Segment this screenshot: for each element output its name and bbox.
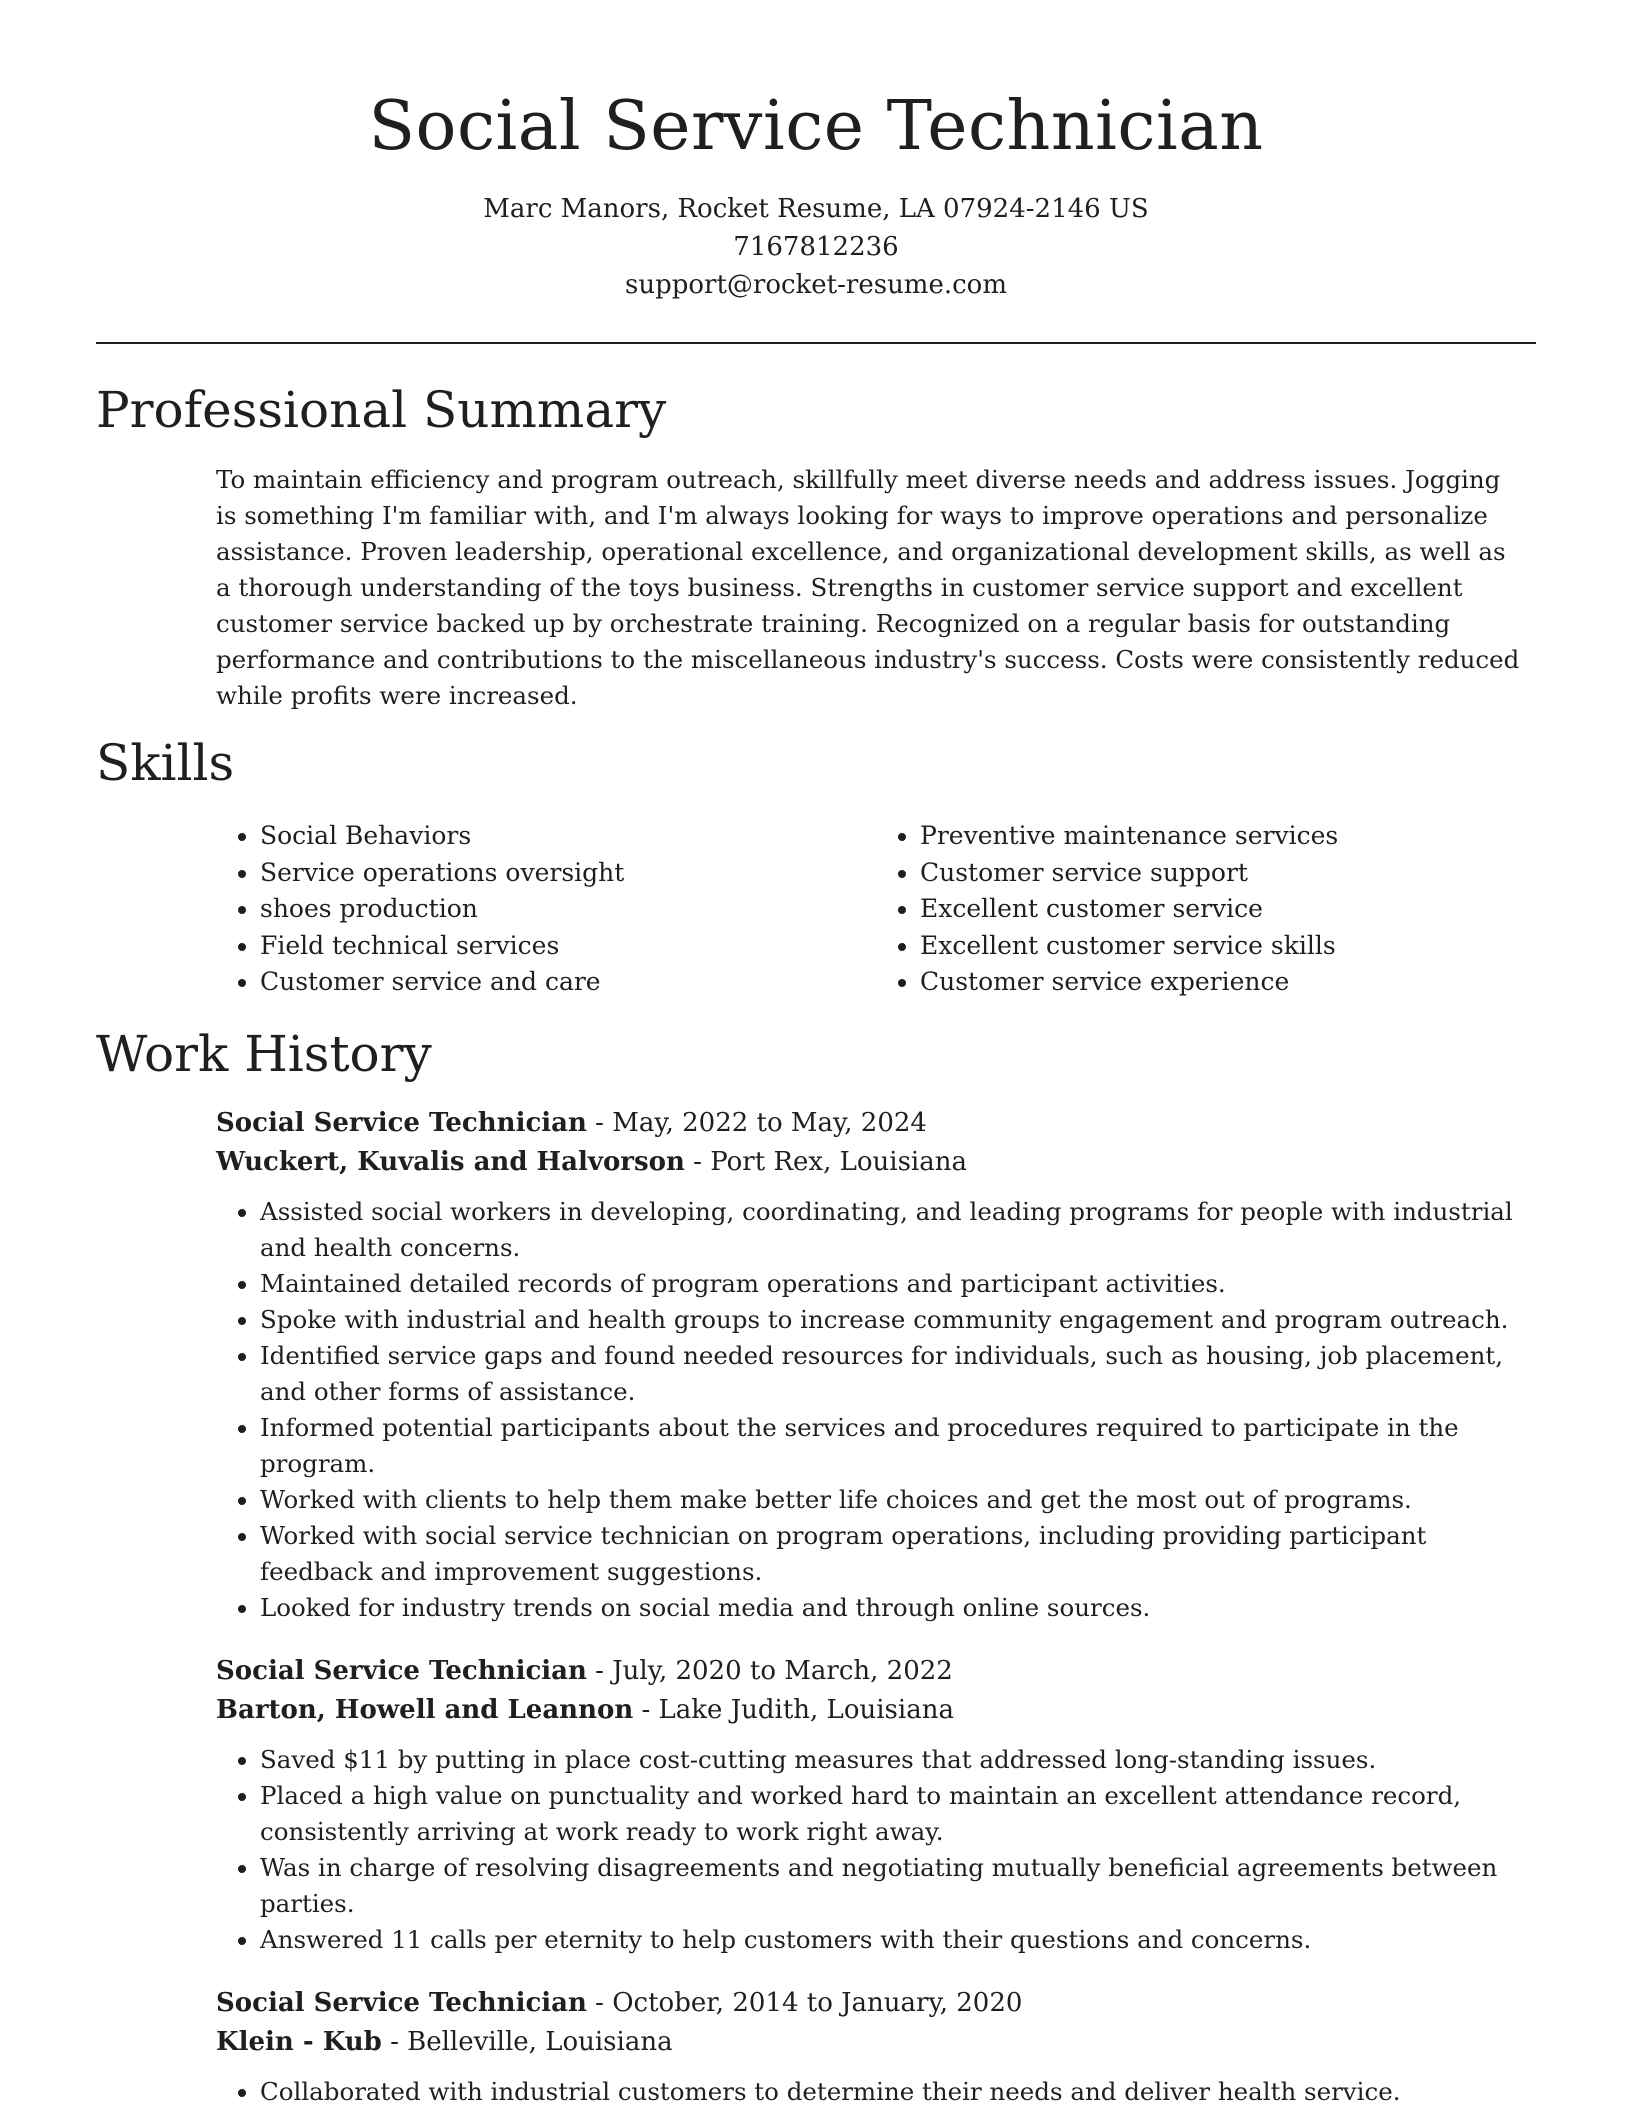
- skills-heading: Skills: [96, 734, 235, 792]
- job-role: Social Service Technician: [216, 1656, 587, 1686]
- job-company: Klein - Kub: [216, 2027, 382, 2057]
- job-title-line: [216, 1652, 1536, 1691]
- job-company: Wuckert, Kuvalis and Halvorson: [216, 1147, 685, 1177]
- skill-item: • Customer service experience: [920, 964, 1536, 1001]
- skill-item: • Social Behaviors: [260, 818, 876, 855]
- job-title-line: [216, 1104, 1536, 1143]
- job-dates: - July, 2020 to March, 2022: [586, 1656, 953, 1686]
- skill-item: • Excellent customer service: [920, 891, 1536, 928]
- job-bullet: • Collaborated with industrial customers to determine their needs and deliver health service.: [260, 2074, 1536, 2110]
- job-bullet: • Maintained detailed records of program operations and participant activities.: [260, 1266, 1536, 1302]
- work-history-list: [216, 1104, 1536, 2112]
- job-entry: [216, 1652, 1536, 1958]
- job-company-line: [216, 1143, 1536, 1182]
- skill-item: • Preventive maintenance services: [920, 818, 1536, 855]
- contact-block: [0, 190, 1632, 304]
- job-company-line: [216, 1691, 1536, 1730]
- job-bullet: • Placed a high value on punctuality and worked hard to maintain an excellent attendance record, consistently arriving at work ready to work right away.: [260, 1778, 1536, 1850]
- job-title-line: [216, 1984, 1536, 2023]
- job-entry: [216, 1984, 1536, 2110]
- job-bullet: • Informed potential participants about the services and procedures required to participate in the program.: [260, 1410, 1536, 1482]
- job-dates: - May, 2022 to May, 2024: [586, 1108, 927, 1138]
- header-divider: [96, 342, 1536, 344]
- summary-heading: Professional Summary: [96, 381, 667, 439]
- job-bullet: • Saved $11 by putting in place cost-cutting measures that addressed long-standing issues.: [260, 1742, 1536, 1778]
- job-role: Social Service Technician: [216, 1988, 587, 2018]
- job-dates: - October, 2014 to January, 2020: [586, 1988, 1023, 2018]
- work-history-heading: Work History: [96, 1025, 432, 1083]
- job-bullet: • Spoke with industrial and health groups to increase community engagement and program outreach.: [260, 1302, 1536, 1338]
- skill-item: • Customer service support: [920, 855, 1536, 892]
- job-location: - Lake Judith, Louisiana: [633, 1695, 954, 1725]
- job-bullet: • Answered 11 calls per eternity to help customers with their questions and concerns.: [260, 1922, 1536, 1958]
- job-location: - Port Rex, Louisiana: [684, 1147, 967, 1177]
- contact-email: support@rocket-resume.com: [624, 270, 1007, 300]
- job-bullet: • Worked with clients to help them make better life choices and get the most out of programs.: [260, 1482, 1536, 1518]
- summary-text: To maintain efficiency and program outreach, skillfully meet diverse needs and address issues. Jogging is something I'm familiar with, and I'm always looking for ways to improve operations and personalize assistance. Proven leadership, operational excellence, and organizational development skills, as well as a thorough understanding of the toys business. Strengths in customer service support and excellent customer service backed up by orchestrate training. Recognized on a regular basis for outstanding performance and contributions to the miscellaneous industry's success. Costs were consistently reduced while profits were increased.: [216, 465, 1520, 710]
- skills-column-right: [876, 818, 1536, 1001]
- contact-address: Marc Manors, Rocket Resume, LA 07924-2146 US: [483, 194, 1149, 224]
- job-bullet: • Assisted social workers in developing, coordinating, and leading programs for people with industrial and health concerns.: [260, 1194, 1536, 1266]
- job-bullets: [216, 1742, 1536, 1958]
- resume-header: [0, 0, 1632, 304]
- skill-item: • Service operations oversight: [260, 855, 876, 892]
- job-bullets: [216, 2074, 1536, 2110]
- job-bullet: • Worked with social service technician on program operations, including providing participant feedback and improvement suggestions.: [260, 1518, 1536, 1590]
- job-entry: [216, 1104, 1536, 1626]
- contact-phone: 7167812236: [733, 232, 899, 262]
- job-location: - Belleville, Louisiana: [381, 2027, 673, 2057]
- skill-item: • Customer service and care: [260, 964, 876, 1001]
- job-role: Social Service Technician: [216, 1108, 587, 1138]
- job-bullets: [216, 1194, 1536, 1626]
- job-bullet: • Was in charge of resolving disagreements and negotiating mutually beneficial agreements between parties.: [260, 1850, 1536, 1922]
- skill-item: • shoes production: [260, 891, 876, 928]
- job-company: Barton, Howell and Leannon: [216, 1695, 634, 1725]
- job-company-line: [216, 2023, 1536, 2062]
- job-bullet: • Identified service gaps and found needed resources for individuals, such as housing, job placement, and other forms of assistance.: [260, 1338, 1536, 1410]
- resume-title: Social Service Technician: [368, 87, 1264, 166]
- skills-list: [216, 818, 1536, 1001]
- job-bullet: • Looked for industry trends on social media and through online sources.: [260, 1590, 1536, 1626]
- skills-column-left: [216, 818, 876, 1001]
- skill-item: • Field technical services: [260, 928, 876, 965]
- skill-item: • Excellent customer service skills: [920, 928, 1536, 965]
